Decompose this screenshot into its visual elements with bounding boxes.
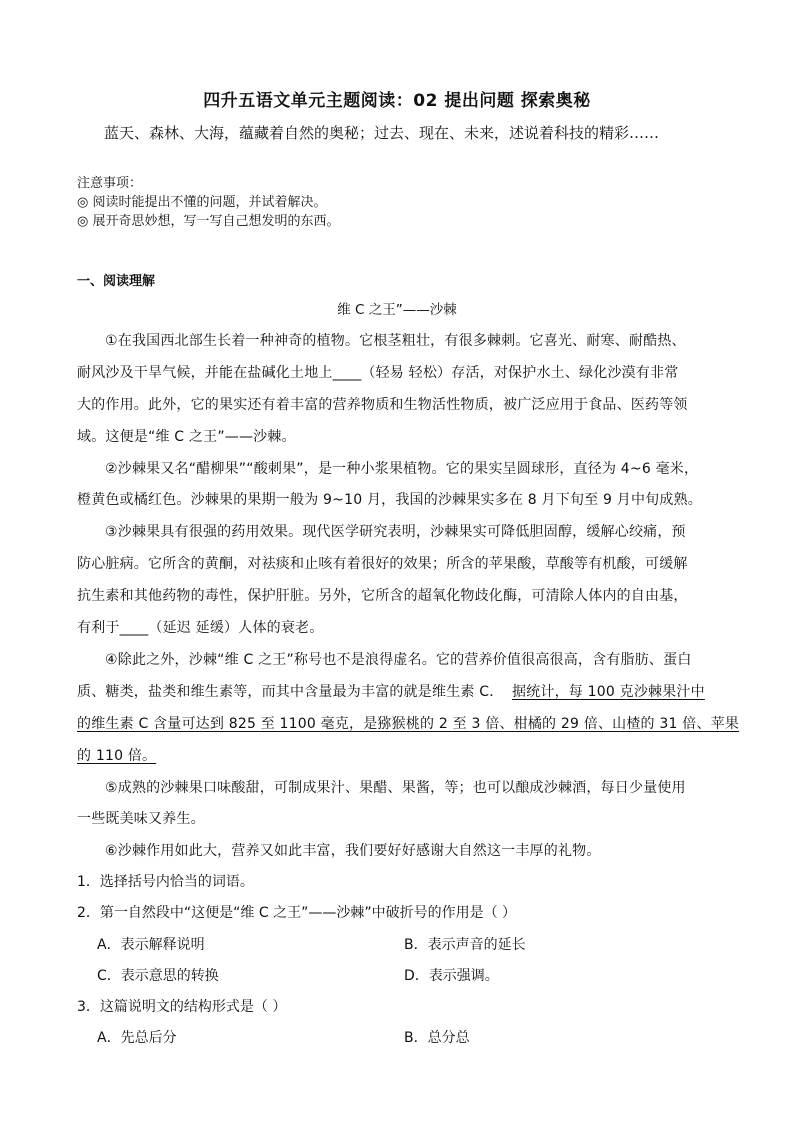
note-item: ◎ 展开奇思妙想，写一写自己想发明的东西。 bbox=[77, 214, 340, 229]
passage-line: 橙黄色或橘红色。沙棘果的果期一般为 9~10 月，我国的沙棘果实多在 8 月下旬至 9 月中旬成熟。 bbox=[77, 492, 702, 508]
passage-line: ④除此之外，沙棘“维 C 之王”称号也不是浪得虚名。它的营养价值很高很高，含有脂肪、蛋白 bbox=[105, 652, 692, 668]
notes-heading: 注意事项： bbox=[77, 176, 143, 191]
passage-line: ①在我国西北部生长着一种神奇的植物。它根茎粗壮，有很多棘刺。它喜光、耐寒、耐酷热、 bbox=[105, 333, 686, 349]
q2-option-b: B．表示声音的延长 bbox=[404, 937, 526, 953]
page-title: 四升五语文单元主题阅读：02 提出问题 探索奥秘 bbox=[203, 91, 591, 111]
q3-option-a: A．先总后分 bbox=[97, 1030, 177, 1046]
q2-option-a: A．表示解释说明 bbox=[97, 937, 205, 953]
passage-title: 维 C 之王”——沙棘 bbox=[337, 302, 457, 318]
question-1: 1．选择括号内恰当的词语。 bbox=[77, 874, 254, 890]
passage-line: ⑥沙棘作用如此大，营养又如此丰富，我们要好好感谢大自然这一丰厚的礼物。 bbox=[105, 843, 601, 859]
passage-line: 质、糖类，盐类和维生素等，而其中含量最为丰富的就是维生素 C． bbox=[77, 684, 504, 700]
passage-line: ③沙棘果具有很强的药用效果。现代医学研究表明，沙棘果实可降低胆固醇，缓解心绞痛，预 bbox=[105, 524, 686, 540]
passage-line: 域。这便是“维 C 之王”——沙棘。 bbox=[77, 429, 296, 445]
passage-line: ②沙棘果又名“醋柳果”“酸刺果”，是一种小浆果植物。它的果实呈圆球形，直径为 4~6 毫米， bbox=[105, 461, 699, 477]
q2-option-d: D．表示强调。 bbox=[404, 968, 499, 984]
passage-line: 抗生素和其他药物的毒性，保护肝脏。另外，它所含的超氧化物歧化酶，可清除人体内的自由基， bbox=[77, 588, 688, 604]
question-2: 2．第一自然段中“这便是“维 C 之王”——沙棘”中破折号的作用是（ ） bbox=[77, 905, 517, 921]
underlined-sentence: 据统计，每 100 克沙棘果汁中 bbox=[512, 684, 705, 700]
page-subtitle: 蓝天、森林、大海，蕴藏着自然的奥秘；过去、现在、未来，述说着科技的精彩…… bbox=[104, 124, 660, 142]
underlined-sentence: 的 110 倍。 bbox=[77, 748, 157, 764]
note-item: ◎ 阅读时能提出不懂的问题，并试着解决。 bbox=[77, 195, 327, 210]
section-heading: 一、阅读理解 bbox=[77, 274, 156, 289]
passage-line: 防心脏病。它所含的黄酮，对祛痰和止咳有着很好的效果；所含的苹果酸，草酸等有机酸，可缓解 bbox=[77, 556, 688, 572]
passage-line: ⑤成熟的沙棘果口味酸甜，可制成果汁、果醋、果酱，等；也可以酿成沙棘酒，每日少量使用 bbox=[105, 780, 686, 796]
q2-option-c: C．表示意思的转换 bbox=[97, 968, 219, 984]
underlined-sentence: 的维生素 C 含量可达到 825 至 1100 毫克，是猕猴桃的 2 至 3 倍、柑橘的 29 倍、山楂的 31 倍、苹果 bbox=[77, 716, 740, 732]
question-3: 3．这篇说明文的结构形式是（ ） bbox=[77, 999, 287, 1015]
passage-line: 大的作用。此外，它的果实还有着丰富的营养物质和生物活性物质，被广泛应用于食品、医药等领 bbox=[77, 397, 688, 413]
passage-line: 耐风沙及干旱气候，并能在盐碱化土地上____（轻易 轻松）存活，对保护水土、绿化沙漠有非常 bbox=[77, 365, 679, 381]
passage-line: 一些既美味又养生。 bbox=[77, 811, 205, 827]
q3-option-b: B．总分总 bbox=[404, 1030, 470, 1046]
passage-line: 有利于____（延迟 延缓）人体的衰老。 bbox=[77, 620, 324, 636]
